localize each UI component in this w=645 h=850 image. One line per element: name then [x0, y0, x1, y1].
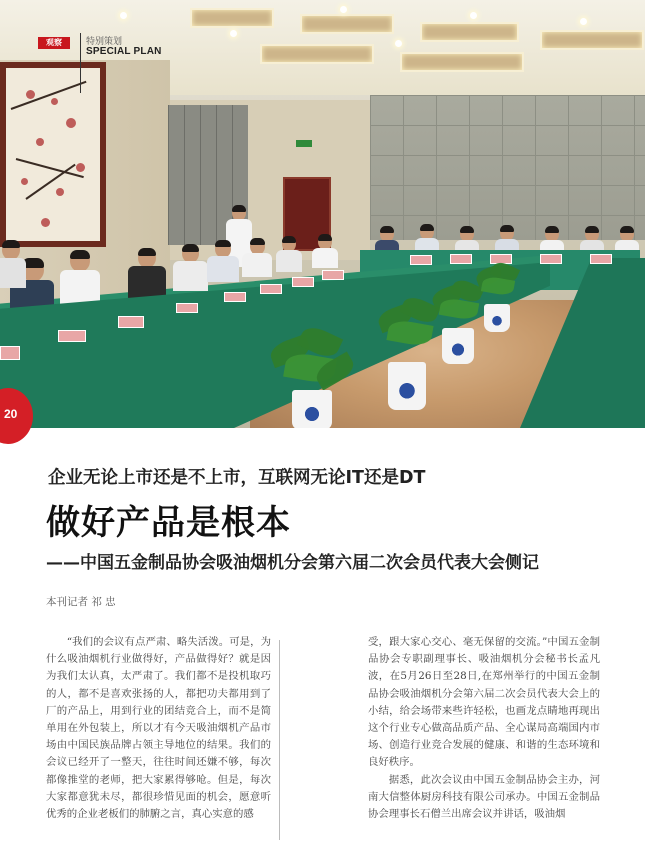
ceiling-light — [340, 6, 347, 13]
body-column-right — [368, 634, 600, 823]
page-number: 20 — [4, 407, 18, 421]
nameplate — [540, 254, 562, 264]
exit-sign — [296, 140, 312, 147]
ceiling-panel — [300, 14, 394, 34]
nameplate — [292, 277, 314, 287]
ceiling-light — [120, 12, 127, 19]
ceiling-panel — [540, 30, 644, 50]
ceiling-panel — [400, 52, 524, 72]
nameplate — [224, 292, 246, 302]
nameplate — [176, 303, 198, 313]
section-label-en: SPECIAL PLAN — [86, 46, 162, 57]
column-divider — [279, 640, 280, 840]
nameplate — [58, 330, 86, 342]
nameplate — [260, 284, 282, 294]
body-paragraph: 据悉，此次会议由中国五金制品协会主办，河南大信整体厨房科技有限公司承办。中国五金制品协会理事长石僧兰出席会议并讲话，吸油烟 — [368, 773, 600, 821]
nameplate — [322, 270, 344, 280]
ceiling-light — [470, 12, 477, 19]
nameplate — [410, 255, 432, 265]
nameplate — [590, 254, 612, 264]
tiled-wall — [370, 95, 645, 240]
painting — [0, 62, 106, 247]
body-column-left — [46, 634, 271, 823]
body-paragraph: “我们的会议有点严肃、略失活泼。可是，为什么吸油烟机行业做得好，产品做得好？就是因为我们太认真，太严肃了。我们都不是投机取巧的人，都不是喜欢张扬的人，都把功夫都用到了厂的产品上，用到行业的团结竞合上，而不是简单用在外包装上，所以才有今天吸油烟机产品市场由中国民族品牌占领主导地位的结果。我们的会议已经开了一整天，往往时间还嫌不够，每次都像推堂的老师，把大家累得够呛。但是，每次大家都意犹未尽，都很珍惜见面的机会，愿意听优秀的企业老板们的肺腑之言，真心实意的感 — [46, 636, 271, 821]
nameplate — [0, 346, 20, 360]
nameplate — [450, 254, 472, 264]
kicker-divider — [80, 33, 81, 93]
ceiling-light — [395, 40, 402, 47]
ceiling-light — [230, 30, 237, 37]
article-title: 做好产品是根本 — [46, 503, 291, 543]
nameplate — [118, 316, 144, 328]
ceiling-panel — [260, 44, 374, 64]
article-overline: 企业无论上市还是不上市，互联网无论IT还是DT — [48, 468, 426, 488]
ceiling-panel — [190, 8, 274, 28]
byline: 本刊记者 祁 忠 — [46, 596, 116, 608]
section-badge: 观察 — [38, 37, 70, 49]
ceiling-panel — [420, 22, 519, 42]
section-label-cn: 特别策划 — [86, 37, 123, 47]
article-subtitle: ——中国五金制品协会吸油烟机分会第六届二次会员代表大会侧记 — [46, 553, 539, 573]
body-paragraph: 受，跟大家心交心、毫无保留的交流。”中国五金制品协会专职副理事长、吸油烟机分会秘书长孟凡波，在5月26日至28日,在郑州举行的中国五金制品协会吸油烟机分会第六届二次会员代表大会上的小结，给会场带来些许轻松，也画龙点睛地再现出这个行业专心做高品质产品、全心谋局高端国内市场、创造行业竞合发展的健康、和谐的生态环境和良好秩序。 — [368, 636, 600, 769]
ceiling-light — [580, 18, 587, 25]
